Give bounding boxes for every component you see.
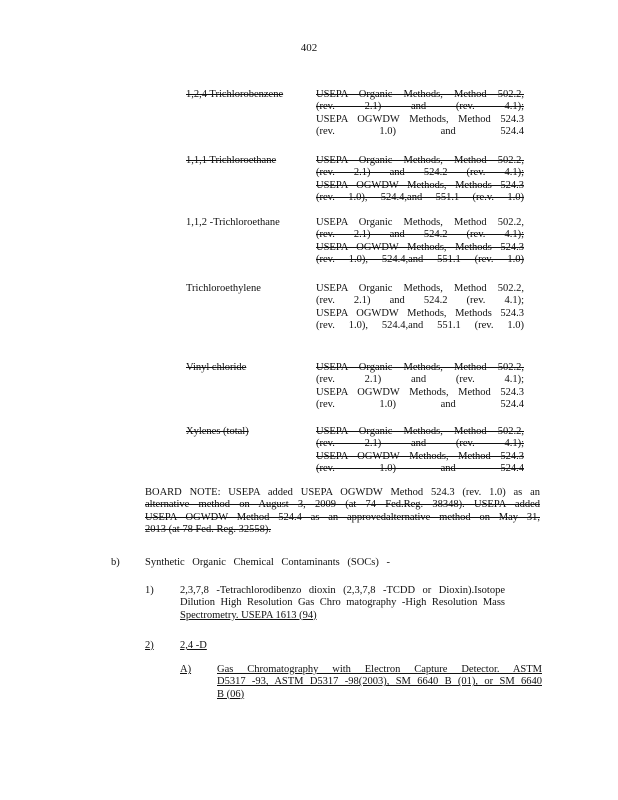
method-line: USEPA Organic Methods, Method 502.2, xyxy=(316,283,524,294)
method-line: USEPA Organic Methods, Method 502.2, xyxy=(316,155,524,166)
method-line: USEPA OGWDW Methods, Methods 524.3 xyxy=(316,307,524,319)
section-b-title: Synthetic Organic Chemical Contaminants (SOCs) - xyxy=(145,557,390,568)
text-line: USEPA OGWDW Method 524.4 as an approvedalternative method on May 31, xyxy=(145,511,540,523)
text-line: Gas Chromatography with Electron Capture Detector. ASTM xyxy=(217,664,542,675)
method-line: (rev. 1.0) and 524.4 xyxy=(316,462,524,474)
method-line: USEPA OGWDW Methods, Method 524.3 xyxy=(316,450,524,462)
text-line: D5317 -93, ASTM D5317 -98(2003), SM 6640 B (01), or SM 6640 xyxy=(217,676,542,688)
method-text xyxy=(316,89,524,138)
method-text xyxy=(316,283,524,332)
chemical-name: 1,2,4 Trichlorobenzene xyxy=(186,89,284,100)
text-line: B (06) xyxy=(217,688,245,700)
method-line: USEPA Organic Methods, Method 502.2, xyxy=(316,426,524,437)
method-line: (rev. 2.1) and (rev. 4.1); xyxy=(316,101,524,113)
chemical-name: Xylenes (total) xyxy=(186,426,249,437)
method-text xyxy=(316,217,524,266)
section-b-marker: b) xyxy=(111,557,120,568)
method-line: (rev. 1.0), 524.4,and 551.1 (re.v. 1.0) xyxy=(316,191,524,203)
method-line: USEPA OGWDW Methods, Methods 524.3 xyxy=(316,241,524,253)
method-line: (rev. 1.0), 524.4,and 551.1 (rev. 1.0) xyxy=(316,319,524,331)
method-line: USEPA Organic Methods, Method 502.2, xyxy=(316,217,524,228)
method-line: (rev. 2.1) and (rev. 4.1); xyxy=(316,438,524,450)
method-line: USEPA OGWDW Methods, Method 524.3 xyxy=(316,113,524,125)
item-2-marker: 2) xyxy=(145,640,154,651)
method-line: (rev. 2.1) and 524.2 (rev. 4.1); xyxy=(316,295,524,307)
method-line: USEPA Organic Methods, Method 502.2, xyxy=(316,362,524,373)
chemical-name: 1,1,1 Trichloroethane xyxy=(186,155,277,166)
item-2-title: 2,4 -D xyxy=(180,640,207,651)
text-line: 2013 (at 78 Fed. Reg. 32558). xyxy=(145,523,271,535)
method-text xyxy=(316,155,524,204)
method-line: (rev. 1.0) and 524.4 xyxy=(316,398,524,410)
item-2a-marker: A) xyxy=(180,664,192,675)
text-line: alternative method on August 3, 2009 (at 74 Fed.Reg. 38348). USEPA added xyxy=(145,499,540,511)
method-line: (rev. 1.0) and 524.4 xyxy=(316,125,524,137)
method-line: (rev. 2.1) and (rev. 4.1); xyxy=(316,374,524,386)
method-line: USEPA OGWDW Methods, Method 524.3 xyxy=(316,386,524,398)
method-text xyxy=(316,426,524,475)
method-text xyxy=(316,362,524,411)
chemical-name: Trichloroethylene xyxy=(186,283,261,294)
chemical-name: Vinyl chloride xyxy=(186,362,247,373)
method-line: (rev. 2.1) and 524.2 (rev. 4.1); xyxy=(316,167,524,179)
text-line: Dilution High Resolution Gas Chro matography -High Resolution Mass xyxy=(180,597,505,609)
item-2a-text xyxy=(217,664,542,701)
item-1-marker: 1) xyxy=(145,585,154,596)
page-number: 402 xyxy=(300,42,318,54)
method-line: USEPA Organic Methods, Method 502.2, xyxy=(316,89,524,100)
method-line: (rev. 2.1) and 524.2 (rev. 4.1); xyxy=(316,229,524,241)
method-line: USEPA OGWDW Methods, Methods 524.3 xyxy=(316,179,524,191)
text-line: 2,3,7,8 -Tetrachlorodibenzo dioxin (2,3,7,8 -TCDD or Dioxin).Isotope xyxy=(180,585,505,596)
text-line: Spectrometry. USEPA 1613 (94) xyxy=(180,609,317,621)
board-note xyxy=(145,487,540,536)
method-line: (rev. 1.0), 524.4,and 551.1 (rev. 1.0) xyxy=(316,253,524,265)
item-1-text xyxy=(180,585,505,622)
chemical-name: 1,1,2 -Trichloroethane xyxy=(186,217,280,228)
text-line: BOARD NOTE: USEPA added USEPA OGWDW Method 524.3 (rev. 1.0) as an xyxy=(145,487,540,498)
